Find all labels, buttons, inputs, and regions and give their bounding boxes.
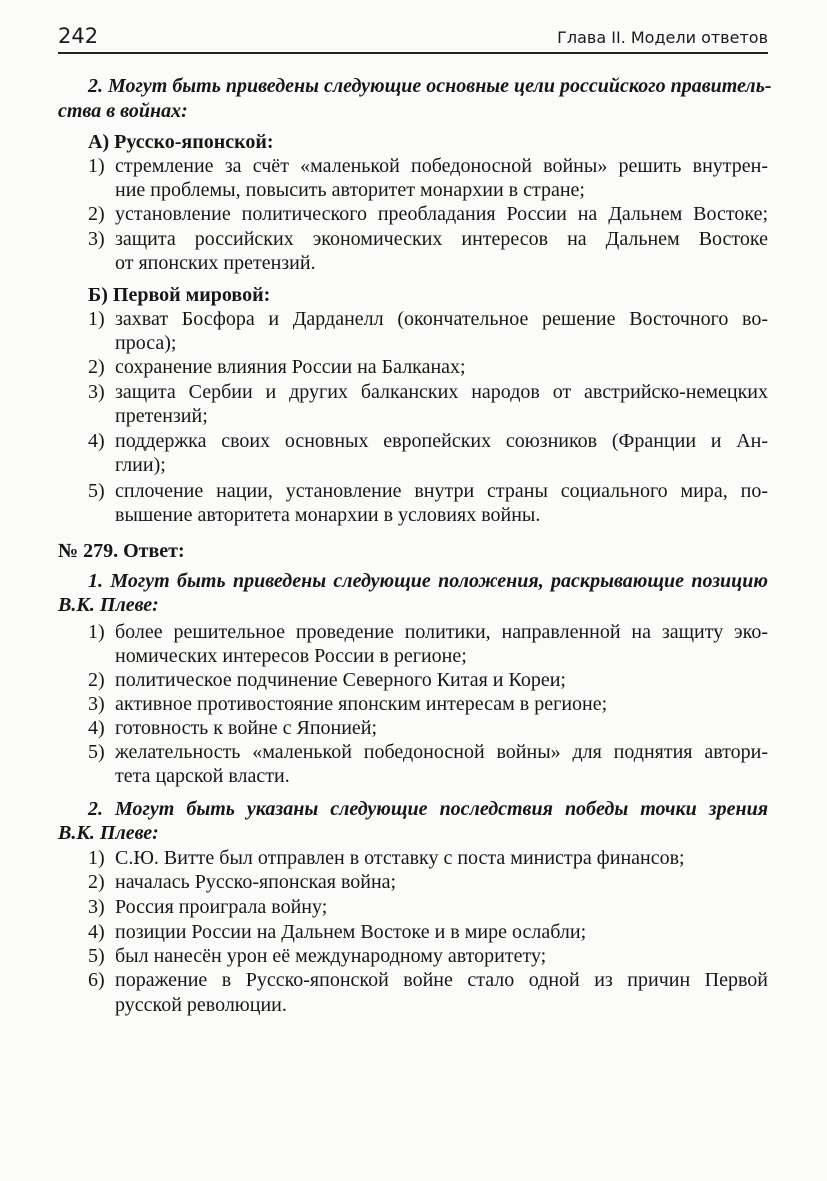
list-item-text: началась Русско-японская война;: [115, 871, 397, 893]
list-item-text: защита российских экономических интересов на Дальнем Востоке: [115, 228, 768, 250]
subsection-b-title: Б) Первой мировой:: [88, 284, 271, 306]
list-item-text: поражение в Русско-японской войне стало одной из причин Первой: [115, 969, 768, 991]
list-number: 2): [88, 871, 105, 893]
section2-heading-line1: 2. Могут быть приведены следующие основные цели российского правитель-: [88, 75, 772, 97]
part2-heading-line2: В.К. Плеве:: [58, 822, 159, 844]
part1-heading-line1: 1. Могут быть приведены следующие положения, раскрывающие позицию: [88, 570, 768, 592]
list-number: 2): [88, 669, 105, 691]
list-number: 3): [88, 381, 105, 403]
list-item-text: номических интересов России в регионе;: [115, 645, 467, 667]
list-item-text: готовность к войне с Японией;: [115, 717, 378, 739]
list-item-text: активное противостояние японским интересам в регионе;: [115, 693, 608, 715]
list-item-text: захват Босфора и Дарданелл (окончательное решение Восточного во-: [115, 308, 768, 330]
list-item-text: глии);: [115, 454, 166, 476]
list-number: 4): [88, 430, 105, 452]
list-item-text: тета царской власти.: [115, 765, 290, 787]
section2-heading-line2: ства в войнах:: [58, 100, 188, 122]
list-number: 4): [88, 921, 105, 943]
list-item-text: сохранение влияния России на Балканах;: [115, 356, 466, 378]
list-number: 2): [88, 203, 105, 225]
page-number: 242: [58, 24, 99, 48]
list-item-text: проса);: [115, 332, 177, 354]
list-item-text: претензий;: [115, 405, 208, 427]
list-number: 2): [88, 356, 105, 378]
list-item-text: поддержка своих основных европейских союзников (Франции и Ан-: [115, 430, 768, 452]
list-number: 5): [88, 741, 105, 763]
list-number: 1): [88, 155, 105, 177]
chapter-title: Глава II. Модели ответов: [557, 28, 768, 47]
list-item-text: Россия проиграла войну;: [115, 896, 328, 918]
list-number: 3): [88, 693, 105, 715]
list-item-text: С.Ю. Витте был отправлен в отставку с поста министра финансов;: [115, 847, 685, 869]
list-item-text: русской революции.: [115, 994, 287, 1016]
list-number: 3): [88, 896, 105, 918]
list-number: 3): [88, 228, 105, 250]
subsection-a-title: А) Русско-японской:: [88, 131, 274, 153]
answer-279-title: № 279. Ответ:: [58, 540, 185, 562]
list-item-text: более решительное проведение политики, направленной на защиту эко-: [115, 621, 768, 643]
list-item-text: сплочение нации, установление внутри страны социального мира, по-: [115, 480, 768, 502]
list-number: 4): [88, 717, 105, 739]
list-number: 1): [88, 847, 105, 869]
list-item-text: стремление за счёт «маленькой победоносной войны» решить внутрен-: [115, 155, 768, 177]
list-item-text: желательность «маленькой победоносной войны» для поднятия автори-: [115, 741, 768, 763]
list-item-text: от японских претензий.: [115, 252, 316, 274]
part2-heading-line1: 2. Могут быть указаны следующие последствия победы точки зрения: [88, 798, 768, 820]
list-number: 5): [88, 480, 105, 502]
list-number: 1): [88, 621, 105, 643]
list-item-text: вышение авторитета монархии в условиях войны.: [115, 504, 541, 526]
list-item-text: установление политического преобладания России на Дальнем Востоке;: [115, 203, 768, 225]
page-header: [58, 22, 768, 54]
list-item-text: был нанесён урон её международному авторитету;: [115, 945, 547, 967]
list-item-text: политическое подчинение Северного Китая и Кореи;: [115, 669, 566, 691]
list-number: 6): [88, 969, 105, 991]
list-number: 5): [88, 945, 105, 967]
part1-heading-line2: В.К. Плеве:: [58, 594, 159, 616]
list-item-text: защита Сербии и других балканских народов от австрийско-немецких: [115, 381, 768, 403]
list-item-text: ние проблемы, повысить авторитет монархии в стране;: [115, 179, 585, 201]
list-number: 1): [88, 308, 105, 330]
list-item-text: позиции России на Дальнем Востоке и в мире ослабли;: [115, 921, 587, 943]
